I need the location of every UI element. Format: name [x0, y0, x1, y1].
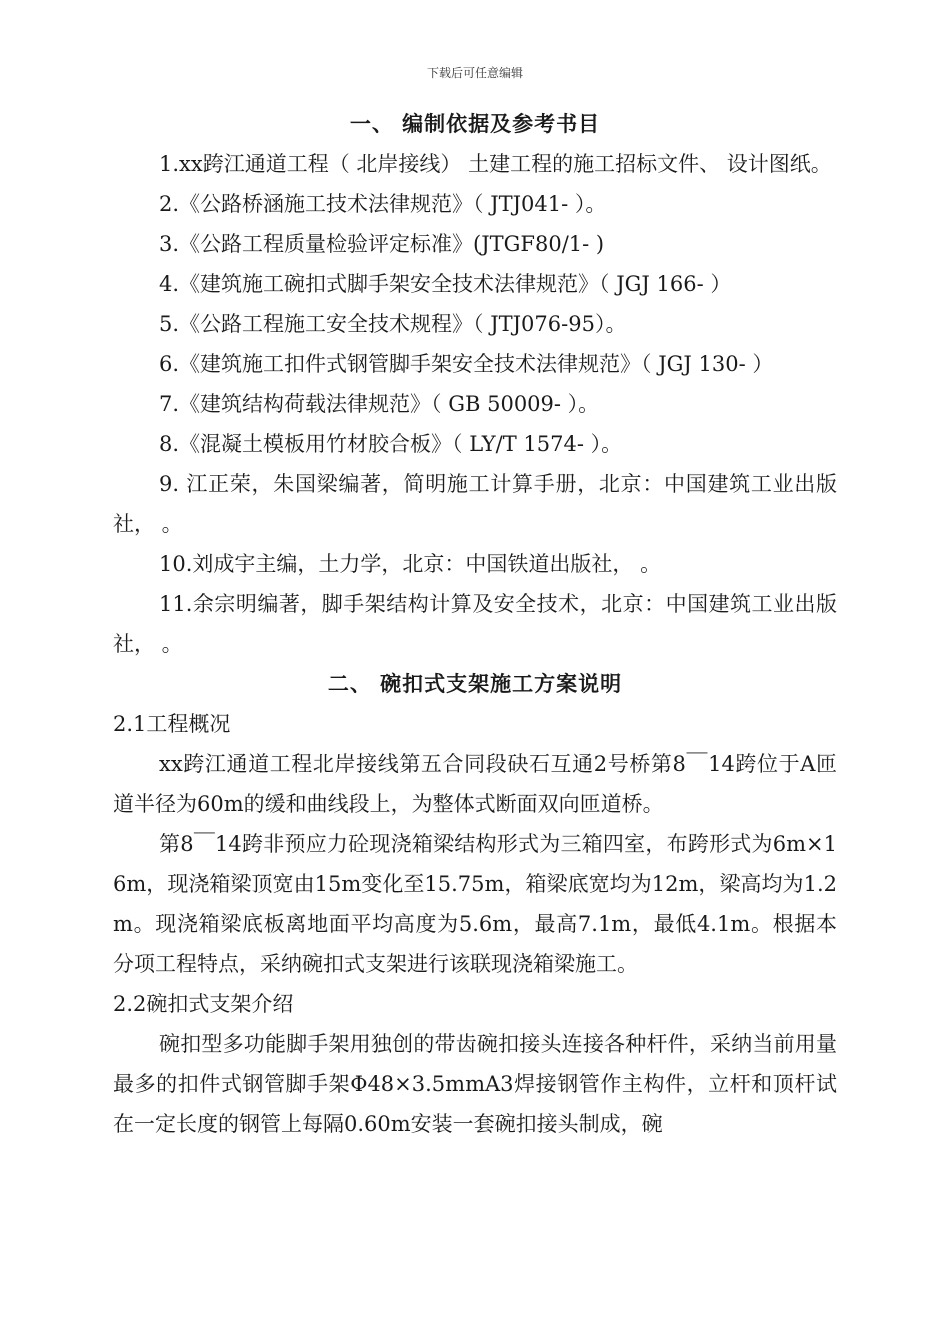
subsection-2-2-paragraph-1: 碗扣型多功能脚手架用独创的带齿碗扣接头连接各种杆件，采纳当前用量最多的扣件式钢管脚手架Φ48×3.5mmA3焊接钢管作主构件，立杆和顶杆试在一定长度的钢管上每隔0.60m安装一套碗扣接头制成，碗 — [113, 1032, 837, 1136]
section-1-title: 一、 编制依据及参考书目 — [349, 112, 601, 136]
reference-item-5: 5.《公路工程施工安全技术规程》（ JTJ076-95）。 — [159, 312, 627, 336]
document-body — [113, 104, 837, 1144]
reference-item-11: 11.余宗明编著，脚手架结构计算及安全技术，北京：中国建筑工业出版社， 。 — [113, 592, 837, 656]
reference-item-3: 3.《公路工程质量检验评定标准》(JTGF80/1- ) — [159, 232, 605, 256]
reference-item-8: 8.《混凝土模板用竹材胶合板》（ LY/T 1574- ）。 — [159, 432, 623, 456]
reference-item-9: 9. 江正荣，朱国梁编著，简明施工计算手册，北京：中国建筑工业出版社， 。 — [113, 472, 837, 536]
reference-item-10: 10.刘成宇主编，土力学，北京：中国铁道出版社， 。 — [159, 552, 662, 576]
reference-item-2: 2.《公路桥涵施工技术法律规范》（ JTJ041- ）。 — [159, 192, 607, 216]
section-2-title: 二、 碗扣式支架施工方案说明 — [327, 672, 623, 696]
subsection-2-2-heading: 2.2碗扣式支架介绍 — [113, 992, 294, 1016]
header-note: 下载后可任意编辑 — [426, 66, 523, 80]
reference-item-1: 1.xx跨江通道工程（ 北岸接线） 土建工程的施工招标文件、 设计图纸。 — [159, 152, 832, 176]
reference-item-6: 6.《建筑施工扣件式钢管脚手架安全技术法律规范》（ JGJ 130- ） — [159, 352, 774, 376]
subsection-2-1-heading: 2.1工程概况 — [113, 712, 231, 736]
subsection-2-1-paragraph-1: xx跨江通道工程北岸接线第五合同段砄石互通2号桥第8￣14跨位于A匝道半径为60m的缓和曲线段上，为整体式断面双向匝道桥。 — [113, 752, 837, 816]
reference-item-7: 7.《建筑结构荷载法律规范》（ GB 50009- ）。 — [159, 392, 600, 416]
reference-item-4: 4.《建筑施工碗扣式脚手架安全技术法律规范》（ JGJ 166- ） — [159, 272, 732, 296]
subsection-2-1-paragraph-2: 第8￣14跨非预应力砼现浇箱梁结构形式为三箱四室，布跨形式为6m×16m，现浇箱梁顶宽由15m变化至15.75m，箱梁底宽均为12m，梁高均为1.2m。现浇箱梁底板离地面平均高度为5.6m，最高7.1m，最低4.1m。根据本分项工程特点，采纳碗扣式支架进行该联现浇箱梁施工。 — [113, 832, 837, 976]
